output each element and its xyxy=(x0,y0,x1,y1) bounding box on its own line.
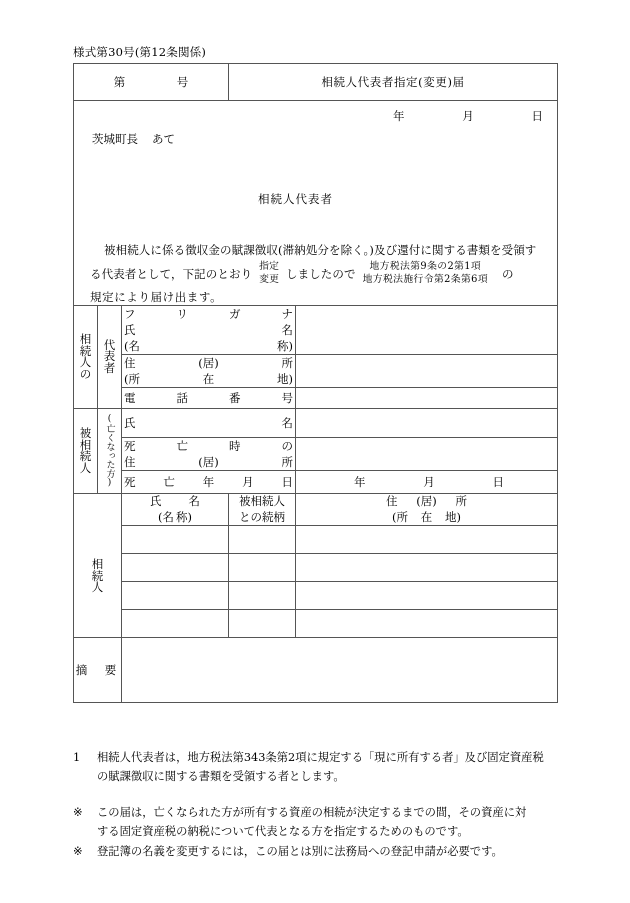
death-address-label-0: 住 xyxy=(124,455,136,469)
death-date-month: 月 xyxy=(423,475,435,489)
table-row-heir-entry xyxy=(74,610,558,638)
death-date-label-3: 月 xyxy=(242,475,254,489)
intro-paragraph xyxy=(90,239,543,309)
document-number-cell[interactable] xyxy=(74,64,229,101)
decedent-name-value[interactable] xyxy=(296,409,558,438)
decedent-side-label-2: 続 xyxy=(79,449,92,463)
document-number-prefix: 第 xyxy=(113,75,126,89)
heir-address-input-4[interactable] xyxy=(296,610,558,638)
addressee-line xyxy=(92,131,175,147)
rep-phone-label xyxy=(122,388,296,409)
decedent-address-label xyxy=(122,438,296,471)
table-row-header xyxy=(74,64,558,101)
document-number-suffix: 号 xyxy=(176,75,189,89)
death-date-label-1: 亡 xyxy=(163,475,175,489)
intro-paragraph-line3: 規定により届け出ます。 xyxy=(90,290,223,305)
intro-paragraph-line2 xyxy=(90,261,543,286)
death-address-label-1: (居) xyxy=(198,455,219,469)
footnote-1-body xyxy=(97,748,573,787)
furigana-label-2: ガ xyxy=(229,307,241,321)
heir-name-label-0: 氏 xyxy=(150,494,162,508)
decedent-side-note: (亡くなった方) xyxy=(104,414,115,488)
choice-change[interactable]: 変更 xyxy=(259,273,279,285)
table-row-heirs-header xyxy=(74,494,558,526)
main-form-table xyxy=(73,63,558,703)
heir-entity-label-1: 称) xyxy=(176,509,192,524)
rep-side-label-col2 xyxy=(98,306,122,409)
table-row-decedent-address xyxy=(74,438,558,471)
table-row-heir-entry xyxy=(74,526,558,554)
heir-address-input-1[interactable] xyxy=(296,526,558,554)
table-row-decedent-name xyxy=(74,409,558,438)
remarks-value[interactable] xyxy=(122,638,558,703)
footnote-3-line1: 登記簿の名義を変更するには，この届とは別に法務局への登記申請が必要です。 xyxy=(97,844,503,858)
rep-phone-value[interactable] xyxy=(296,388,558,409)
footnote-1-line1: 相続人代表者は，地方税法第343条第2項に規定する「現に所有する者」及び固定資産税 xyxy=(97,751,544,764)
heir-entity-label-0: (名 xyxy=(158,509,174,524)
heir-name-input-3[interactable] xyxy=(122,582,229,610)
decedent-name-label xyxy=(122,409,296,438)
form-title: 相続人代表者指定(変更)届 xyxy=(229,64,558,101)
heir-relation-input-3[interactable] xyxy=(229,582,296,610)
footnote-2-mark: ※ xyxy=(73,805,83,819)
heirs-side-label-2: 人 xyxy=(91,580,104,595)
decedent-side-label-1: 相 xyxy=(79,437,92,452)
decedent-name-label-1: 名 xyxy=(281,416,293,430)
table-row-rep-name xyxy=(74,306,558,355)
death-address-label-2: 所 xyxy=(281,455,293,469)
address-label-1: (居) xyxy=(198,356,219,370)
rep-side-label-col2-0: 代 xyxy=(103,337,116,352)
rep-side-label-col1-1: 続 xyxy=(79,343,92,358)
furigana-label-1: リ xyxy=(176,307,188,321)
heirs-side-label-0: 相 xyxy=(91,557,104,572)
death-time-label-0: 死 xyxy=(124,439,136,453)
table-row-intro xyxy=(74,101,558,306)
representative-signature-line[interactable]: 相続人代表者 xyxy=(258,192,333,206)
heir-address-input-3[interactable] xyxy=(296,582,558,610)
law-reference-2: 地方税法施行令第2条第6項 xyxy=(362,273,489,285)
furigana-label-3: ナ xyxy=(281,307,293,321)
heir-name-input-2[interactable] xyxy=(122,554,229,582)
heir-relation-label-1: 被相続人 xyxy=(239,494,285,508)
location-label-2: 地) xyxy=(277,372,293,386)
decedent-side-label-3: 人 xyxy=(79,460,92,475)
rep-side-label-col2-2: 者 xyxy=(103,360,116,375)
designation-choice-group[interactable] xyxy=(259,261,279,286)
address-label-0: 住 xyxy=(124,356,136,370)
table-row-rep-phone xyxy=(74,388,558,409)
heir-name-input-4[interactable] xyxy=(122,610,229,638)
furigana-label-0: フ xyxy=(124,307,136,321)
decedent-name-label-0: 氏 xyxy=(124,416,136,430)
rep-side-label-col1-2: 人 xyxy=(79,355,92,369)
date-month-label: 月 xyxy=(462,109,474,123)
table-row-rep-address xyxy=(74,355,558,388)
footnote-3-body xyxy=(97,842,573,861)
heir-location-label-0: (所 xyxy=(392,509,408,524)
date-year-label: 年 xyxy=(393,109,405,123)
death-time-label-3: の xyxy=(281,439,293,453)
heir-address-label-1: (居) xyxy=(416,494,437,508)
location-label-1: 在 xyxy=(202,372,215,386)
heir-address-label-2: 所 xyxy=(455,494,467,508)
table-row-decedent-death-date xyxy=(74,471,558,494)
footnote-3-mark: ※ xyxy=(73,844,83,858)
death-time-label-1: 亡 xyxy=(176,439,188,453)
rep-name-value[interactable] xyxy=(296,306,558,355)
location-label-0: (所 xyxy=(124,372,140,386)
addressee-name: 茨城町長 xyxy=(92,132,138,146)
heir-relation-input-2[interactable] xyxy=(229,554,296,582)
death-date-label xyxy=(122,471,296,494)
heir-address-input-2[interactable] xyxy=(296,554,558,582)
addressee-suffix: あて xyxy=(152,132,175,146)
remarks-label: 摘 要 xyxy=(74,638,122,703)
heirs-col-relation-header xyxy=(229,494,296,526)
date-day-label: 日 xyxy=(531,109,543,123)
footnote-1-mark: 1 xyxy=(73,751,81,764)
footnote-2-body xyxy=(97,803,573,842)
rep-side-label-col1-0: 相 xyxy=(79,332,92,346)
decedent-side-label-0: 被 xyxy=(79,426,92,440)
heir-relation-label-2: との続柄 xyxy=(239,509,285,524)
entity-name-label-0: (名 xyxy=(124,339,140,353)
rep-side-label-col2-1: 表 xyxy=(103,349,116,364)
decedent-side-label-col2 xyxy=(98,409,122,494)
footnote-2-line1: この届は，亡くなられた方が所有する資産の相続が決定するまでの間，その資産に対 xyxy=(97,805,527,819)
footnotes xyxy=(73,748,573,861)
death-date-day: 日 xyxy=(492,475,504,489)
intro-paragraph-line1: 被相続人に係る徴収金の賦課徴収(滞納処分を除く。)及び還付に関する書類を受領す xyxy=(104,243,537,257)
decedent-side-label-col1 xyxy=(74,409,98,494)
death-date-year: 年 xyxy=(354,475,366,489)
death-date-label-2: 年 xyxy=(202,475,215,489)
heir-address-label-0: 住 xyxy=(386,494,398,508)
submission-date-line[interactable] xyxy=(393,108,543,124)
heir-relation-input-1[interactable] xyxy=(229,526,296,554)
intro-paragraph-line2-b: しましたので xyxy=(285,266,356,281)
law-reference-group xyxy=(363,261,488,286)
footnote-2-line2: する固定資産税の納税について代表となる方を指定するためのものです。 xyxy=(97,825,469,839)
address-label-2: 所 xyxy=(281,356,293,370)
rep-address-label xyxy=(122,355,296,388)
footnote-spacer xyxy=(73,787,573,803)
table-row-heir-entry xyxy=(74,554,558,582)
death-date-value[interactable] xyxy=(296,471,558,494)
phone-label-1: 話 xyxy=(176,391,188,405)
footnote-2 xyxy=(73,803,573,842)
rep-address-value[interactable] xyxy=(296,355,558,388)
footnote-1 xyxy=(73,748,573,787)
heir-location-label-1: 在 xyxy=(420,509,433,524)
table-row-heir-entry xyxy=(74,582,558,610)
heirs-side-label xyxy=(74,494,122,638)
rep-name-label xyxy=(122,306,296,355)
phone-label-2: 番 xyxy=(229,391,241,405)
law-reference-1: 地方税法第9条の2第1項 xyxy=(369,261,482,273)
footnote-3 xyxy=(73,842,573,861)
heir-name-label-1: 名 xyxy=(188,494,200,508)
heirs-col-name-header xyxy=(122,494,229,526)
choice-designate[interactable]: 指定 xyxy=(259,261,279,273)
heirs-side-label-1: 続 xyxy=(91,568,104,583)
decedent-address-value[interactable] xyxy=(296,438,558,471)
heir-name-input-1[interactable] xyxy=(122,526,229,554)
entity-name-label-1: 称) xyxy=(277,339,293,353)
death-date-label-4: 日 xyxy=(281,475,293,489)
name-label-1: 名 xyxy=(281,323,293,337)
rep-side-label-col1 xyxy=(74,306,98,409)
heir-relation-input-4[interactable] xyxy=(229,610,296,638)
footnote-1-line2: の賦課徴収に関する書類を受領する者とします。 xyxy=(97,770,345,784)
phone-label-0: 電 xyxy=(124,391,136,405)
table-row-remarks xyxy=(74,638,558,703)
intro-paragraph-line2-a: る代表者として，下記のとおり xyxy=(90,266,253,281)
heirs-col-address-header xyxy=(296,494,558,526)
death-date-label-0: 死 xyxy=(124,475,136,489)
intro-paragraph-line2-c: の xyxy=(502,266,514,281)
phone-label-3: 号 xyxy=(281,391,293,405)
intro-cell xyxy=(74,101,558,306)
name-label-0: 氏 xyxy=(124,323,136,337)
form-number: 様式第30号(第12条関係) xyxy=(73,45,207,59)
heir-location-label-2: 地) xyxy=(445,509,461,524)
death-time-label-2: 時 xyxy=(229,439,241,453)
rep-side-label-col1-3: の xyxy=(79,366,92,381)
